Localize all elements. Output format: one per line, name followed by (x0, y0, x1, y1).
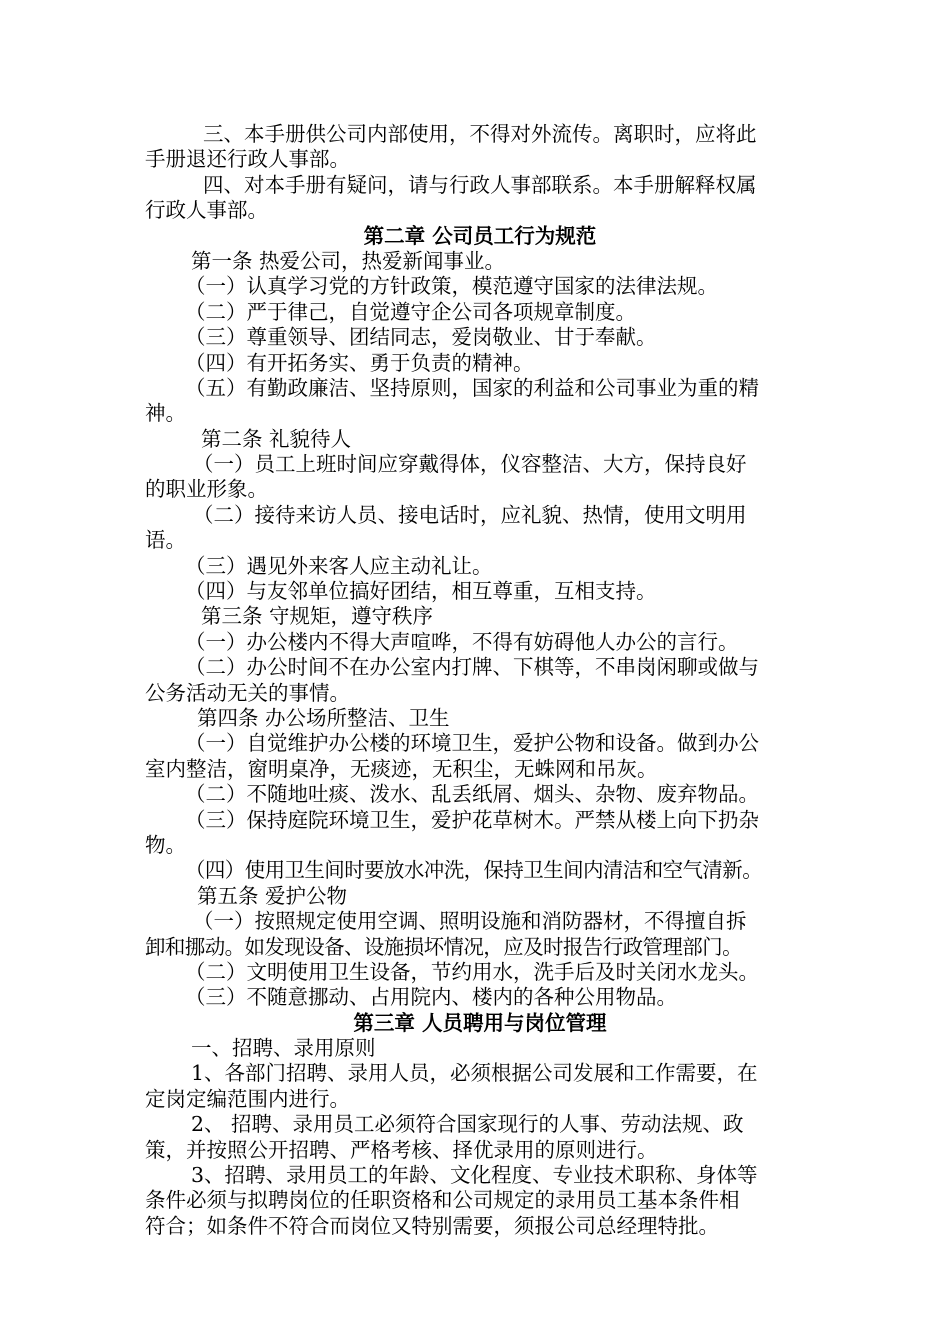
text-line: （二）文明使用卫生设备，节约用水，洗手后及时关闭水龙头。 (185, 959, 759, 984)
text-line: （一）认真学习党的方针政策，模范遵守国家的法律法规。 (185, 274, 718, 299)
text-line: （四）使用卫生间时要放水冲洗，保持卫生间内清洁和空气清新。 (185, 858, 763, 883)
text-line: 室内整洁，窗明桌净，无痰迹，无积尘，无蛛网和吊灰。 (145, 756, 658, 781)
text-line: 的职业形象。 (145, 477, 268, 502)
text-line: 策，并按照公开招聘、严格考核、择优录用的原则进行。 (145, 1137, 658, 1162)
text-line: 第五条 爱护公物 (197, 883, 348, 908)
text-line: 第四条 办公场所整洁、卫生 (197, 705, 450, 730)
text-line: 手册退还行政人事部。 (145, 147, 350, 172)
chapter-heading: 第三章 人员聘用与岗位管理 (353, 1010, 607, 1035)
text-line: 条件必须与拟聘岗位的任职资格和公司规定的录用员工基本条件相 (145, 1188, 740, 1213)
text-line: 2、 招聘、录用员工必须符合国家现行的人事、劳动法规、政 (191, 1112, 744, 1137)
text-line: （四）与友邻单位搞好团结，相互尊重，互相支持。 (185, 579, 657, 604)
text-line: 第三条 守规矩，遵守秩序 (201, 604, 434, 629)
text-line: （四）有开拓务实、勇于负责的精神。 (185, 350, 534, 375)
text-line: 神。 (145, 401, 186, 426)
text-line: （二）严于律己，自觉遵守企公司各项规章制度。 (185, 299, 636, 324)
text-line: 卸和挪动。如发现设备、设施损坏情况，应及时报告行政管理部门。 (145, 934, 742, 959)
chapter-heading: 第二章 公司员工行为规范 (363, 223, 597, 248)
text-line: （一）自觉维护办公楼的环境卫生，爱护公物和设备。做到办公 (185, 731, 759, 756)
text-line: （二）办公时间不在办公室内打牌、下棋等，不串岗闲聊或做与 (185, 655, 759, 680)
text-line: （二）接待来访人员、接电话时，应礼貌、热情，使用文明用 (193, 502, 747, 527)
text-line: （三）尊重领导、团结同志，爱岗敬业、甘于奉献。 (185, 325, 657, 350)
text-line: （三）保持庭院环境卫生，爱护花草树木。严禁从楼上向下扔杂 (185, 807, 759, 832)
text-line: （一）按照规定使用空调、照明设施和消防器材，不得擅自拆 (193, 909, 747, 934)
text-line: （三）遇见外来客人应主动礼让。 (185, 553, 493, 578)
text-line: 三、本手册供公司内部使用，不得对外流传。离职时，应将此 (203, 122, 757, 146)
text-line: （一）员工上班时间应穿戴得体，仪容整洁、大方，保持良好 (193, 452, 747, 477)
text-line: 符合；如条件不符合而岗位又特别需要，须报公司总经理特批。 (145, 1213, 719, 1238)
text-line: 第一条 热爱公司，热爱新闻事业。 (191, 248, 506, 273)
text-line: 行政人事部。 (145, 198, 268, 223)
text-line: 1、各部门招聘、录用人员，必须根据公司发展和工作需要，在 (191, 1061, 758, 1086)
text-line: 物。 (145, 832, 186, 857)
document-body (145, 122, 815, 1239)
text-line: 四、对本手册有疑问，请与行政人事部联系。本手册解释权属 (203, 172, 757, 197)
text-line: 3、招聘、录用员工的年龄、文化程度、专业技术职称、身体等 (191, 1163, 758, 1188)
text-line: 第二条 礼貌待人 (201, 426, 352, 451)
text-line: 语。 (145, 528, 186, 553)
text-line: 一、招聘、录用原则 (191, 1036, 376, 1061)
text-line: （一）办公楼内不得大声喧哗，不得有妨碍他人办公的言行。 (185, 629, 739, 654)
text-line: （三）不随意挪动、占用院内、楼内的各种公用物品。 (185, 985, 677, 1010)
text-line: （二）不随地吐痰、泼水、乱丢纸屑、烟头、杂物、废弃物品。 (185, 782, 759, 807)
text-line: 公务活动无关的事情。 (145, 680, 350, 705)
text-line: （五）有勤政廉洁、坚持原则，国家的利益和公司事业为重的精 (185, 375, 759, 400)
text-line: 定岗定编范围内进行。 (145, 1086, 350, 1111)
